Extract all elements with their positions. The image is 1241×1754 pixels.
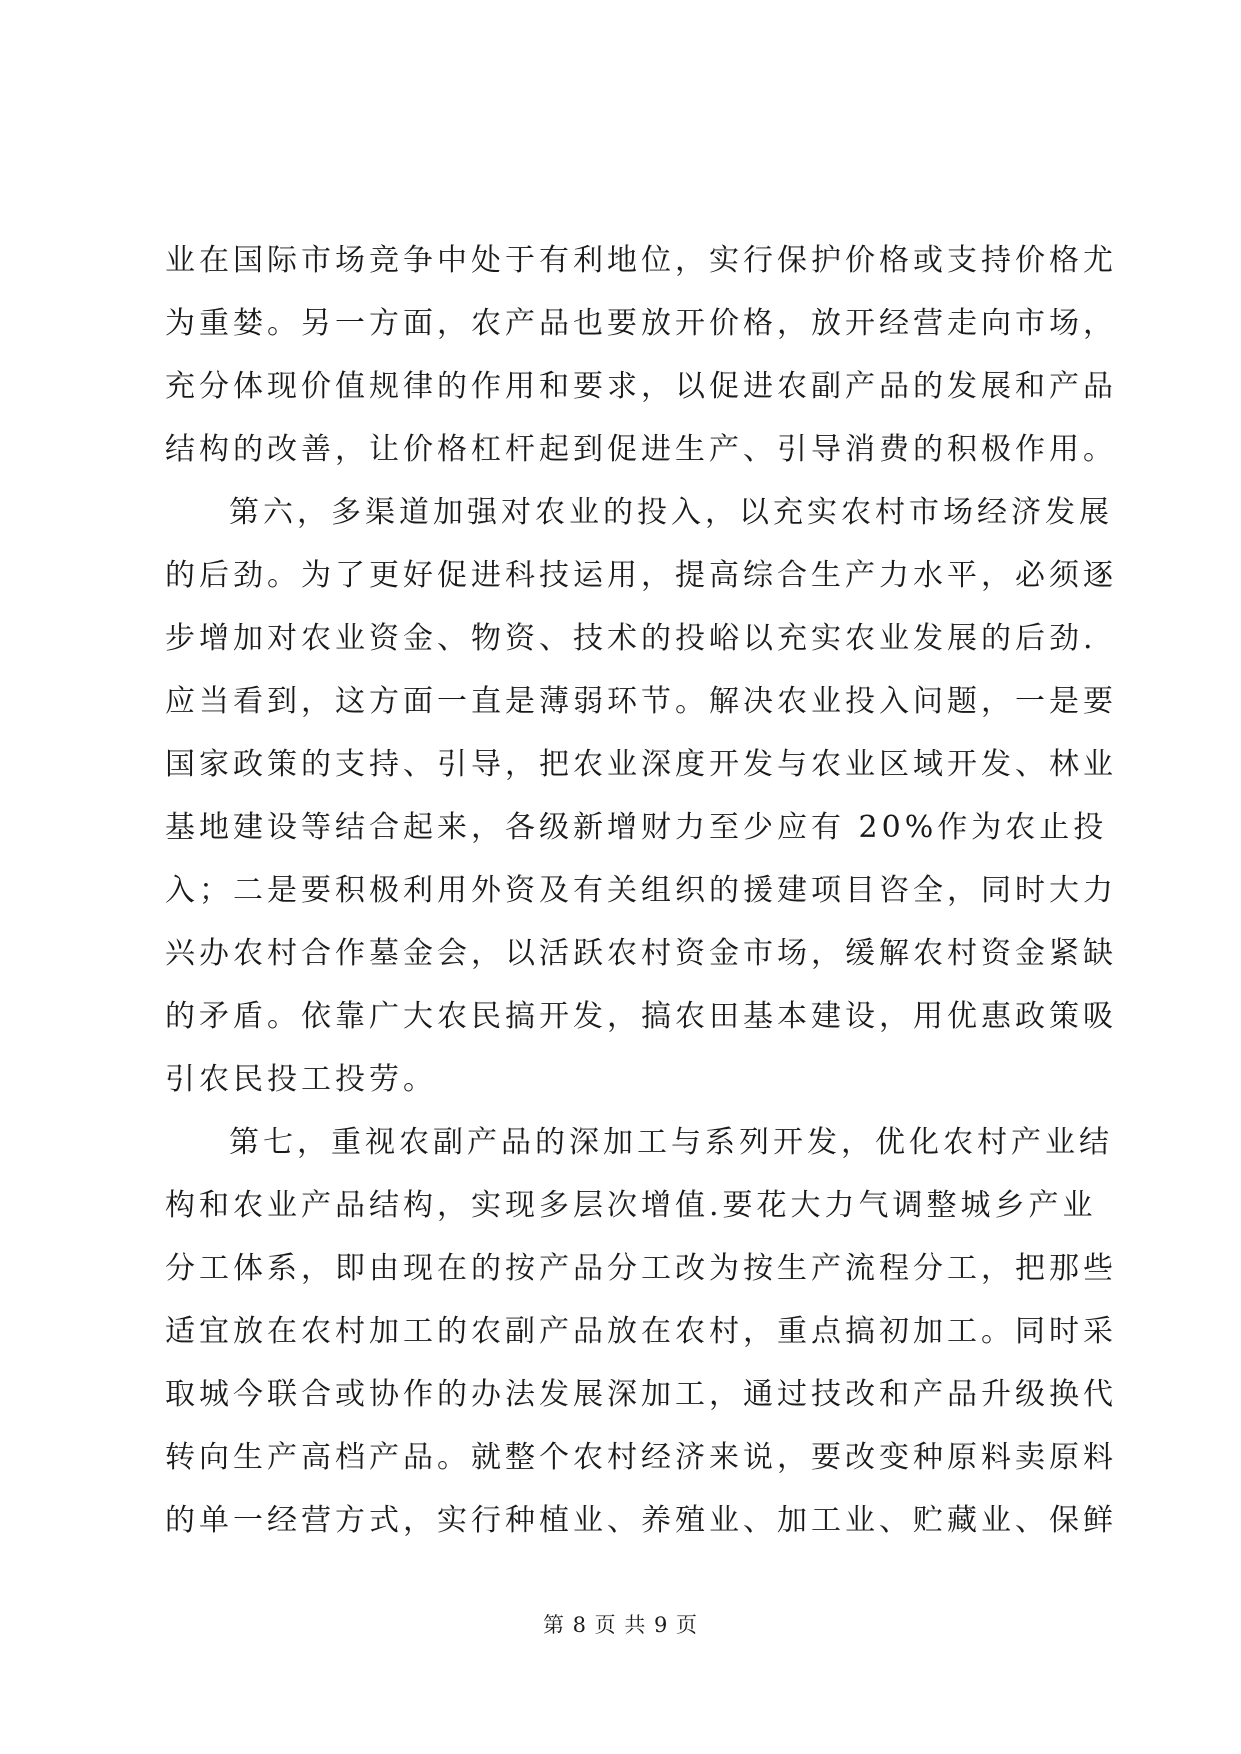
text-line: 转向生产高档产品。就整个农村经济来说，要改变种原料卖原料 xyxy=(165,1440,1117,1475)
text-line: 为重婪。另一方面，农产品也要放开价格，放开经营走向市场， xyxy=(165,306,1117,341)
text-line: 结构的改善，让价格杠杆起到促进生产、引导消费的积极作用。 xyxy=(165,432,1117,467)
text-line: 的单一经营方式，实行种植业、养殖业、加工业、贮藏业、保鲜 xyxy=(165,1503,1117,1538)
paragraph-first-line: 第六，多渠道加强对农业的投入，以充实农村市场经济发展 xyxy=(229,495,1113,530)
text-line: 的后劲。为了更好促进科技运用，提高综合生产力水平，必须逐 xyxy=(165,558,1117,593)
text-line: 引农民投工投劳。 xyxy=(165,1062,437,1097)
text-line: 入；二是要积极利用外资及有关组织的援建项目咨全，同时大力 xyxy=(165,873,1117,908)
text-line: 取城今联合或协作的办法发展深加工，通过技改和产品升级换代 xyxy=(165,1377,1117,1412)
page-footer xyxy=(0,1610,1241,1640)
text-line: 应当看到，这方面一直是薄弱环节。解决农业投入问题，一是要 xyxy=(165,684,1117,719)
text-line: 国家政策的支持、引导，把农业深度开发与农业区域开发、林业 xyxy=(165,747,1117,782)
document-body xyxy=(165,229,1117,1552)
text-line: 分工体系，即由现在的按产品分工改为按生产流程分工，把那些 xyxy=(165,1251,1117,1286)
text-line: 兴办农村合作墓金会，以活跃农村资金市场，缓解农村资金紧缺 xyxy=(165,936,1117,971)
text-line: 充分体现价值规律的作用和要求，以促进农副产品的发展和产品 xyxy=(165,369,1117,404)
paragraph-first-line: 第七，重视农副产品的深加工与系列开发，优化农村产业结 xyxy=(229,1125,1113,1160)
text-line: 业在国际市场竞争中处于有利地位，实行保护价格或支持价格尤 xyxy=(165,243,1117,278)
page-number-label: 第 8 页 共 9 页 xyxy=(542,1613,699,1637)
text-line: 构和农业产品结构，实现多层次增值.要花大力气调整城乡产业 xyxy=(165,1188,1097,1223)
text-line: 的矛盾。依靠广大农民搞开发，搞农田基本建设，用优惠政策吸 xyxy=(165,999,1117,1034)
text-line: 基地建设等结合起来，各级新增财力至少应有 20%作为农止投 xyxy=(165,810,1108,845)
text-line: 步增加对农业资金、物资、技术的投峪以充实农业发展的后劲. xyxy=(165,621,1097,656)
text-line: 适宜放在农村加工的农副产品放在农村，重点搞初加工。同时采 xyxy=(165,1314,1117,1349)
